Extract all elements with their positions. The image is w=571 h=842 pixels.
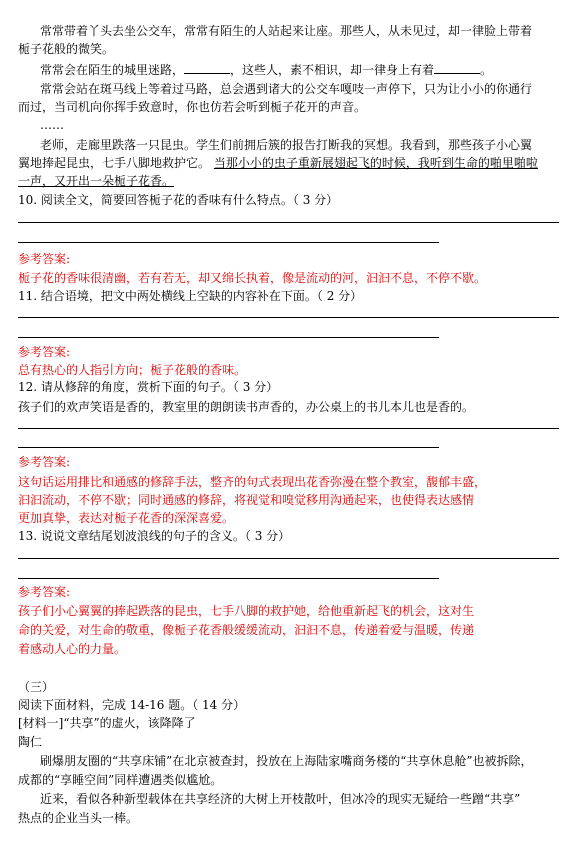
passage-line: 而过，当司机向你挥手致意时，你也仿若会听到栀子花开的声音。	[18, 100, 367, 114]
passage-line	[18, 156, 538, 171]
passage-line: 常常会站在斑马线上等着过马路，总会遇到诸大的公交车嘎吱一声停下，只为让小小的你通行	[40, 82, 533, 96]
material-line: 热点的企业当头一棒。	[18, 811, 139, 825]
section-intro: 阅读下面材料，完成 14-16 题。（ 14 分）	[18, 698, 246, 712]
answer-label: 参考答案:	[18, 455, 71, 469]
section-heading: （三）	[18, 680, 55, 694]
passage-text: ，这些人，素不相识，却一律身上有着	[230, 63, 435, 77]
answer-line	[18, 428, 559, 429]
answer-label: 参考答案:	[18, 252, 71, 266]
material-title: [材料一]“共享”的虚火，该降降了	[18, 716, 196, 730]
answer-line	[18, 222, 559, 223]
ellipsis: ……	[40, 118, 64, 132]
passage-line	[40, 62, 492, 78]
answer-label: 参考答案:	[18, 585, 71, 599]
answer-line	[18, 558, 559, 559]
question-12-stem: 12. 请从修辞的角度，赏析下面的句子。（ 3 分）	[18, 380, 279, 394]
material-line: 近来，看似各种新型载体在共享经济的大树上开枝散叶，但冰冷的现实无疑给一些蹭“共享”	[40, 792, 521, 806]
wavy-underlined-sentence: 当那小小的虫子重新展翅起飞的时候，我听到生命的啪里啪啦	[213, 156, 538, 170]
wavy-underlined-sentence: 一声，又开出一朵栀子花香。	[18, 174, 175, 188]
fill-blank-1	[184, 62, 230, 74]
passage-text: 常常会在陌生的城里迷路，	[40, 63, 185, 77]
passage-line: 栀子花般的微笑。	[18, 42, 115, 56]
question-10-stem: 10. 阅读全文，简要回答栀子花的香味有什么特点。（ 3 分）	[18, 193, 339, 207]
passage-text: 。	[480, 63, 493, 77]
material-line: 刷爆朋友圈的“共享床铺”在北京被查封，投放在上海陆家嘴商务楼的“共享休息舱”也被拆除，	[40, 754, 533, 768]
passage-line: 常常带着丫头去坐公交车，常常有陌生的人站起来让座。那些人，从未见过，却一律脸上带着	[40, 24, 533, 38]
answer-line	[18, 242, 439, 243]
material-author: 陶仁	[18, 735, 43, 749]
question-12-quote: 孩子们的欢声笑语是香的，教室里的朗朗读书声香的，办公桌上的书儿本儿也是香的。	[18, 400, 475, 414]
answer-text: 总有热心的人指引方向；栀子花般的香味。	[18, 363, 247, 377]
answer-text: 栀子花的香味很清幽，若有若无，却又绵长执着，像是流动的河，汩汩不息，不停不歇。	[18, 271, 487, 285]
fill-blank-2	[434, 62, 480, 74]
answer-text: 更加真挚，表达对栀子花香的深深喜爱。	[18, 511, 235, 525]
passage-text: 翼地捧起昆虫，七手八脚地救护它。	[18, 156, 211, 170]
question-13-stem: 13. 说说文章结尾划波浪线的句子的含义。（ 3 分）	[18, 529, 291, 543]
answer-text: 着感动人心的力量。	[18, 642, 127, 656]
material-line: 成都的“享睡空间”同样遭遇类似尴尬。	[18, 773, 223, 787]
answer-text: 孩子们小心翼翼的捧起跌落的昆虫，七手八脚的救护她，给他重新起飞的机会，这对生	[18, 604, 475, 618]
question-11-stem: 11. 结合语境，把文中两处横线上空缺的内容补在下面。（ 2 分）	[18, 289, 363, 303]
answer-line	[18, 578, 439, 579]
answer-line	[18, 337, 439, 338]
answer-line	[18, 317, 559, 318]
answer-text: 汩汩流动，不停不歇；同时通感的修辞，将视觉和嗅觉移用沟通起来，也使得表达感情	[18, 493, 475, 507]
passage-line: 老师，走廊里跌落一只昆虫。学生们前拥后簇的报告打断我的冥想。我看到，那些孩子小心翼	[40, 138, 533, 152]
answer-text: 这句话运用排比和通感的修辞手法，整齐的句式表现出花香弥漫在整个教室，馥郁丰盛，	[18, 475, 487, 489]
answer-text: 命的关爱，对生命的敬重，像栀子花香般缓缓流动，汩汩不息，传递着爱与温暖，传递	[18, 623, 475, 637]
answer-label: 参考答案:	[18, 345, 71, 359]
answer-line	[18, 447, 439, 448]
